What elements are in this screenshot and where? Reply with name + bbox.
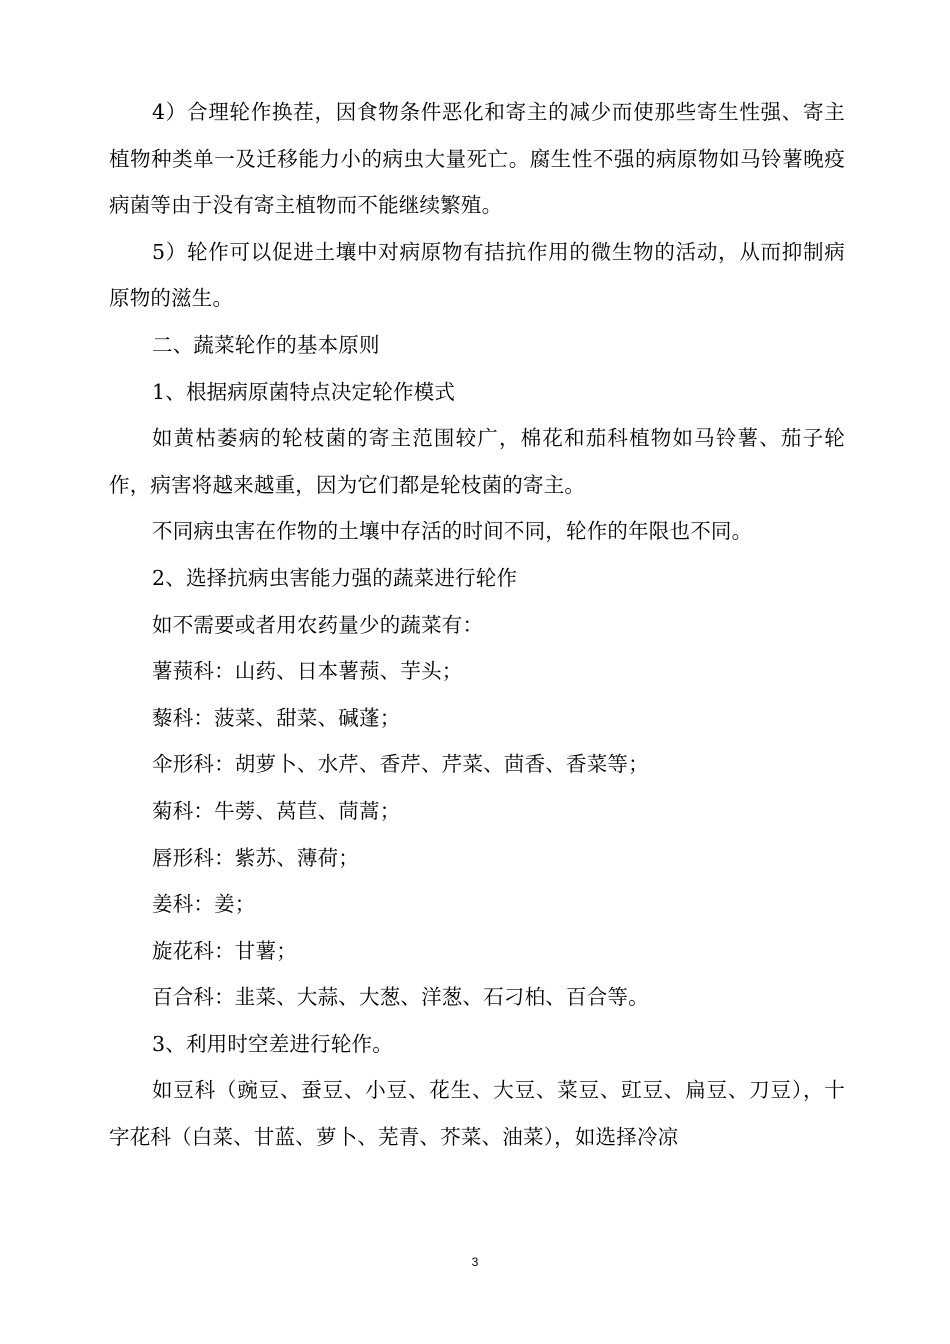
list-item-dioscoreaceae: 薯蓣科：山药、日本薯蓣、芋头； <box>152 659 463 684</box>
section-heading-principles: 二、蔬菜轮作的基本原则 <box>152 332 380 357</box>
paragraph-low-pesticide-intro: 如不需要或者用农药量少的蔬菜有： <box>152 612 484 637</box>
paragraph-legume-crucifer: 如豆科（豌豆、蚕豆、小豆、花生、大豆、菜豆、豇豆、扁豆、刀豆），十字花科（白菜、甘蓝、萝卜、芜青、芥菜、油菜），如选择冷凉 <box>109 1078 845 1150</box>
subheading-pathogen-mode: 1、根据病原菌特点决定轮作模式 <box>152 379 456 404</box>
list-item-liliaceae: 百合科：韭菜、大蒜、大葱、洋葱、石刁柏、百合等。 <box>152 985 649 1010</box>
document-body <box>109 89 845 1161</box>
list-item-chenopodiaceae: 藜科：菠菜、甜菜、碱蓬； <box>152 705 401 730</box>
list-item-convolvulaceae: 旋花科：甘薯； <box>152 938 297 963</box>
list-item-apiaceae: 伞形科：胡萝卜、水芹、香芹、芹菜、茴香、香菜等； <box>152 752 649 777</box>
list-item-zingiberaceae: 姜科：姜； <box>152 892 256 917</box>
paragraph-verticillium-example: 如黄枯萎病的轮枝菌的寄主范围较广，棉花和茄科植物如马铃薯、茄子轮作，病害将越来越重，因为它们都是轮枝菌的寄主。 <box>109 426 845 497</box>
paragraph-rotation-years: 不同病虫害在作物的土壤中存活的时间不同，轮作的年限也不同。 <box>152 519 753 544</box>
page-number: 3 <box>471 1255 479 1269</box>
paragraph-antagonistic-microbes: 5）轮作可以促进土壤中对病原物有拮抗作用的微生物的活动，从而抑制病原物的滋生。 <box>109 239 845 311</box>
list-item-asteraceae: 菊科：牛蒡、莴苣、茼蒿； <box>152 798 401 823</box>
list-item-lamiaceae: 唇形科：紫苏、薄荷； <box>152 845 359 870</box>
subheading-time-space: 3、利用时空差进行轮作。 <box>152 1031 393 1056</box>
paragraph-crop-rotation-pests: 4）合理轮作换茬，因食物条件恶化和寄主的减少而使那些寄生性强、寄主植物种类单一及迁移能力小的病虫大量死亡。腐生性不强的病原物如马铃薯晚疫病菌等由于没有寄主植物而不能继续繁殖。 <box>109 100 845 218</box>
subheading-resistant-vegetables: 2、选择抗病虫害能力强的蔬菜进行轮作 <box>152 565 518 590</box>
